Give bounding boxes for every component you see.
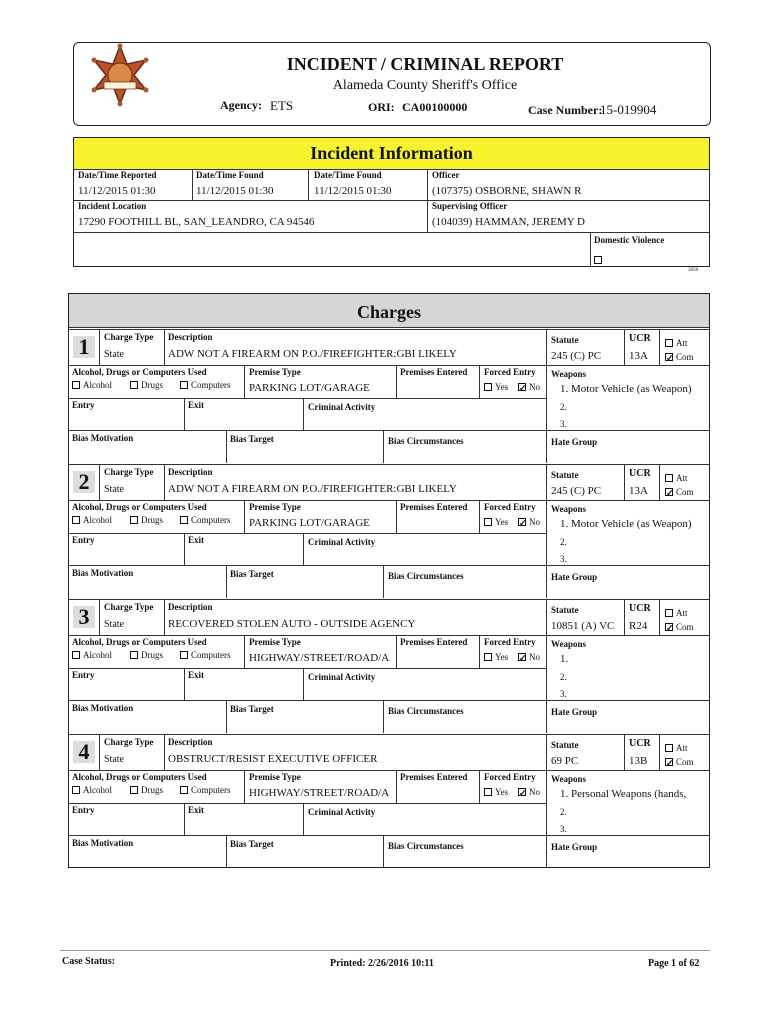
ucr-value: 13A [629, 350, 648, 362]
bias-circumstances-label: Bias Circumstances [388, 841, 464, 851]
officer-label: Officer [432, 170, 460, 180]
statute-value: 69 PC [551, 755, 579, 767]
criminal-activity-label: Criminal Activity [308, 807, 376, 817]
premise-type-value: HIGHWAY/STREET/ROAD/A [249, 652, 390, 664]
charge-description: ADW NOT A FIREARM ON P.O./FIREFIGHTER:GBI LIKELY [168, 483, 457, 495]
weapon-2: 2. [560, 807, 567, 817]
weapon-1: 1. Motor Vehicle (as Weapon) [560, 518, 692, 530]
charge-type-value: State [104, 754, 124, 765]
location-value: 17290 FOOTHILL BL, SAN_LEANDRO, CA 94546 [78, 216, 315, 228]
statute-label: Statute [551, 335, 579, 345]
exit-label: Exit [188, 400, 205, 410]
drugs-checkbox[interactable]: Drugs [130, 515, 163, 525]
charge-type-label: Charge Type [104, 332, 154, 342]
ucr-label: UCR [629, 603, 651, 614]
charge-type-value: State [104, 349, 124, 360]
adc-label: Alcohol, Drugs or Computers Used [72, 637, 207, 647]
drugs-checkbox[interactable]: Drugs [130, 650, 163, 660]
drugs-checkbox[interactable]: Drugs [130, 380, 163, 390]
description-label: Description [168, 602, 213, 612]
charge-type-label: Charge Type [104, 467, 154, 477]
computers-checkbox[interactable]: Computers [180, 380, 231, 390]
charge-type-label: Charge Type [104, 602, 154, 612]
charge-number: 2 [73, 471, 95, 493]
entry-label: Entry [72, 400, 95, 410]
charge-description: RECOVERED STOLEN AUTO - OUTSIDE AGENCY [168, 618, 416, 630]
forced-yes-checkbox[interactable]: Yes [484, 517, 508, 527]
weapon-3: 3. [560, 689, 567, 699]
alcohol-checkbox[interactable]: Alcohol [72, 515, 112, 525]
description-label: Description [168, 737, 213, 747]
ori-value: CA00100000 [402, 100, 468, 114]
weapon-3: 3. [560, 419, 567, 429]
entry-label: Entry [72, 670, 95, 680]
agency-label: Agency: [220, 98, 262, 112]
charge-type-value: State [104, 619, 124, 630]
weapon-2: 2. [560, 537, 567, 547]
att-checkbox[interactable]: Att [665, 608, 688, 618]
premise-type-value: PARKING LOT/GARAGE [249, 382, 370, 394]
charge-number: 1 [73, 336, 95, 358]
weapon-2: 2. [560, 672, 567, 682]
ori-label: ORI: [368, 100, 395, 114]
statute-value: 245 (C) PC [551, 485, 602, 497]
charge-type-label: Charge Type [104, 737, 154, 747]
weapon-1: 1. [560, 653, 569, 665]
forced-no-checkbox[interactable]: ✓ No [518, 517, 540, 527]
premises-entered-label: Premises Entered [400, 502, 468, 512]
hate-group-label: Hate Group [551, 572, 598, 582]
premises-entered-label: Premises Entered [400, 367, 468, 377]
weapon-3: 3. [560, 824, 567, 834]
forced-no-checkbox[interactable]: ✓ No [518, 652, 540, 662]
agency-value: ETS [270, 98, 294, 113]
charges-title: Charges [357, 302, 421, 322]
bias-motivation-label: Bias Motivation [72, 568, 134, 578]
forced-no-checkbox[interactable]: ✓ No [518, 787, 540, 797]
entry-label: Entry [72, 535, 95, 545]
domestic-violence-checkbox[interactable] [594, 250, 605, 268]
found-label: Date/Time Found [196, 170, 264, 180]
alcohol-checkbox[interactable]: Alcohol [72, 380, 112, 390]
computers-checkbox[interactable]: Computers [180, 515, 231, 525]
bias-circumstances-label: Bias Circumstances [388, 571, 464, 581]
incident-footnote: 3058 [688, 268, 698, 273]
alcohol-checkbox[interactable]: Alcohol [72, 650, 112, 660]
statute-label: Statute [551, 605, 579, 615]
att-checkbox[interactable]: Att [665, 473, 688, 483]
statute-label: Statute [551, 470, 579, 480]
bias-target-label: Bias Target [230, 569, 274, 579]
hate-group-label: Hate Group [551, 707, 598, 717]
bias-target-label: Bias Target [230, 704, 274, 714]
bias-circumstances-label: Bias Circumstances [388, 706, 464, 716]
bias-target-label: Bias Target [230, 434, 274, 444]
premise-type-label: Premise Type [249, 367, 301, 377]
exit-label: Exit [188, 670, 205, 680]
weapon-2: 2. [560, 402, 567, 412]
statute-value: 10851 (A) VC [551, 620, 615, 632]
com-checkbox[interactable]: ✓Com [665, 757, 694, 767]
ucr-value: 13A [629, 485, 648, 497]
hate-group-label: Hate Group [551, 842, 598, 852]
drugs-checkbox[interactable]: Drugs [130, 785, 163, 795]
adc-label: Alcohol, Drugs or Computers Used [72, 367, 207, 377]
supervisor-label: Supervising Officer [432, 201, 508, 211]
hate-group-label: Hate Group [551, 437, 598, 447]
computers-checkbox[interactable]: Computers [180, 785, 231, 795]
case-status-label: Case Status: [62, 956, 116, 967]
premises-entered-label: Premises Entered [400, 637, 468, 647]
charge-description: OBSTRUCT/RESIST EXECUTIVE OFFICER [168, 753, 378, 765]
report-title: INCIDENT / CRIMINAL REPORT [286, 54, 564, 74]
premise-type-label: Premise Type [249, 772, 301, 782]
weapons-label: Weapons [551, 504, 587, 514]
com-checkbox[interactable]: ✓Com [665, 622, 694, 632]
statute-label: Statute [551, 740, 579, 750]
forced-entry-label: Forced Entry [484, 772, 536, 782]
premise-type-label: Premise Type [249, 637, 301, 647]
ucr-value: R24 [629, 620, 648, 632]
premise-type-value: PARKING LOT/GARAGE [249, 517, 370, 529]
charge-description: ADW NOT A FIREARM ON P.O./FIREFIGHTER:GBI LIKELY [168, 348, 457, 360]
supervisor-value: (104039) HAMMAN, JEREMY D [432, 216, 585, 228]
forced-entry-label: Forced Entry [484, 502, 536, 512]
statute-value: 245 (C) PC [551, 350, 602, 362]
weapons-label: Weapons [551, 369, 587, 379]
reported-label: Date/Time Reported [78, 170, 157, 180]
exit-label: Exit [188, 805, 205, 815]
case-number-value: 15-019904 [600, 102, 657, 117]
criminal-activity-label: Criminal Activity [308, 537, 376, 547]
weapons-label: Weapons [551, 639, 587, 649]
description-label: Description [168, 332, 213, 342]
computers-checkbox[interactable]: Computers [180, 650, 231, 660]
forced-yes-checkbox[interactable]: Yes [484, 787, 508, 797]
officer-value: (107375) OSBORNE, SHAWN R [432, 185, 582, 197]
premise-type-value: HIGHWAY/STREET/ROAD/A [249, 787, 390, 799]
com-checkbox[interactable]: ✓Com [665, 487, 694, 497]
domestic-violence-label: Domestic Violence [594, 235, 665, 245]
bias-circumstances-label: Bias Circumstances [388, 436, 464, 446]
ucr-value: 13B [629, 755, 648, 767]
entry-label: Entry [72, 805, 95, 815]
criminal-activity-label: Criminal Activity [308, 402, 376, 412]
location-label: Incident Location [78, 201, 147, 211]
com-checkbox[interactable]: ✓Com [665, 352, 694, 362]
case-number-label: Case Number: [528, 103, 603, 117]
bias-motivation-label: Bias Motivation [72, 838, 134, 848]
description-label: Description [168, 467, 213, 477]
bias-motivation-label: Bias Motivation [72, 433, 134, 443]
adc-label: Alcohol, Drugs or Computers Used [72, 502, 207, 512]
sheriff-star-badge-icon [84, 42, 156, 114]
charge-number: 4 [73, 741, 95, 763]
exit-label: Exit [188, 535, 205, 545]
report-subtitle: Alameda County Sheriff's Office [332, 78, 518, 93]
forced-no-checkbox[interactable]: ✓ No [518, 382, 540, 392]
bias-target-label: Bias Target [230, 839, 274, 849]
footer-rule [60, 950, 710, 951]
reported-value: 11/12/2015 01:30 [78, 185, 156, 197]
printed-timestamp: Printed: 2/26/2016 10:11 [330, 958, 434, 969]
premises-entered-label: Premises Entered [400, 772, 468, 782]
att-checkbox[interactable]: Att [665, 743, 688, 753]
ucr-label: UCR [629, 468, 651, 479]
forced-entry-label: Forced Entry [484, 367, 536, 377]
att-checkbox[interactable]: Att [665, 338, 688, 348]
adc-label: Alcohol, Drugs or Computers Used [72, 772, 207, 782]
weapon-1: 1. Personal Weapons (hands, [560, 788, 687, 800]
ucr-label: UCR [629, 738, 651, 749]
criminal-activity-label: Criminal Activity [308, 672, 376, 682]
charge-number: 3 [73, 606, 95, 628]
ucr-label: UCR [629, 333, 651, 344]
forced-entry-label: Forced Entry [484, 637, 536, 647]
forced-yes-checkbox[interactable]: Yes [484, 652, 508, 662]
weapon-1: 1. Motor Vehicle (as Weapon) [560, 383, 692, 395]
charge-type-value: State [104, 484, 124, 495]
found2-label: Date/Time Found [314, 170, 382, 180]
found2-value: 11/12/2015 01:30 [314, 185, 392, 197]
bias-motivation-label: Bias Motivation [72, 703, 134, 713]
weapon-3: 3. [560, 554, 567, 564]
incident-section-title: Incident Information [310, 143, 473, 163]
premise-type-label: Premise Type [249, 502, 301, 512]
alcohol-checkbox[interactable]: Alcohol [72, 785, 112, 795]
forced-yes-checkbox[interactable]: Yes [484, 382, 508, 392]
page-indicator: Page 1 of 62 [648, 958, 700, 969]
found-value: 11/12/2015 01:30 [196, 185, 274, 197]
weapons-label: Weapons [551, 774, 587, 784]
